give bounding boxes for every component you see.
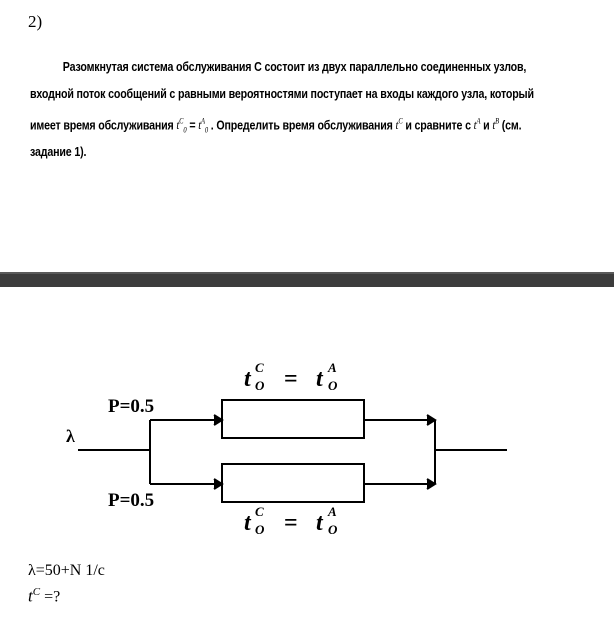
problem-line-4: задание 1). <box>30 143 87 159</box>
equals-sign: = <box>189 117 196 133</box>
top-formula-sup-left: C <box>255 360 264 375</box>
section-divider <box>0 272 614 287</box>
problem-line-2: входной поток сообщений с равными вероятностями поступает на входы каждого узла, который <box>30 86 534 101</box>
bottom-formula-sup-right: A <box>328 504 337 519</box>
bottom-formula-t-left: t <box>244 510 251 536</box>
tc-symbol: $t^C$ <box>395 117 403 133</box>
top-formula-sup-right: A <box>328 360 337 375</box>
top-formula-t-right: t <box>316 366 323 392</box>
question-tc <box>28 586 60 606</box>
parallel-system-diagram <box>0 340 614 540</box>
question-rest: =? <box>40 588 61 606</box>
problem-line-3-text-a: имеет время обслуживания <box>30 117 174 133</box>
bottom-formula-t-right: t <box>316 510 323 536</box>
tb-symbol: $t^B$ <box>492 117 499 133</box>
problem-line-3-text-e: (см. <box>501 117 522 133</box>
bottom-branch-arrow <box>214 479 222 489</box>
top-formula-eq: = <box>284 366 298 392</box>
problem-line-3-text-b: . Определить время обслуживания <box>210 117 393 133</box>
problem-statement <box>30 60 588 176</box>
bottom-formula-eq: = <box>284 510 298 536</box>
problem-line-3-text-c: и сравните с <box>405 117 471 133</box>
top-formula <box>244 360 338 393</box>
problem-line-1: Разомкнутая система обслуживания С состоит из двух параллельно соединенных узлов, <box>62 59 527 74</box>
service-time-c-symbol: $t^C_0$ <box>176 117 187 135</box>
bottom-formula <box>244 504 338 537</box>
problem-line-3 <box>30 118 588 135</box>
top-probability-label: P=0.5 <box>108 396 155 417</box>
top-node-box <box>222 400 364 438</box>
input-lambda-label: λ <box>66 426 75 446</box>
bottom-probability-label: P=0.5 <box>108 490 155 511</box>
bottom-formula-sub-left: O <box>255 522 265 537</box>
top-formula-sub-right: O <box>328 378 338 393</box>
ta-symbol: $t^A$ <box>473 117 481 133</box>
question-t-base: t <box>28 586 33 606</box>
problem-line-3-text-d: и <box>483 117 490 133</box>
task-number: 2) <box>28 12 43 31</box>
lambda-given: λ=50+N 1/с <box>28 562 105 579</box>
bottom-node-box <box>222 464 364 502</box>
bottom-formula-sub-right: O <box>328 522 338 537</box>
service-time-a-symbol: $t^A_0$ <box>198 117 208 135</box>
top-branch-arrow <box>214 415 222 425</box>
question-t-sup: C <box>32 586 41 598</box>
top-formula-sub-left: O <box>255 378 265 393</box>
bottom-out-arrow <box>427 479 435 489</box>
bottom-formula-sup-left: C <box>255 504 264 519</box>
top-formula-t-left: t <box>244 366 251 392</box>
top-out-arrow <box>427 415 435 425</box>
